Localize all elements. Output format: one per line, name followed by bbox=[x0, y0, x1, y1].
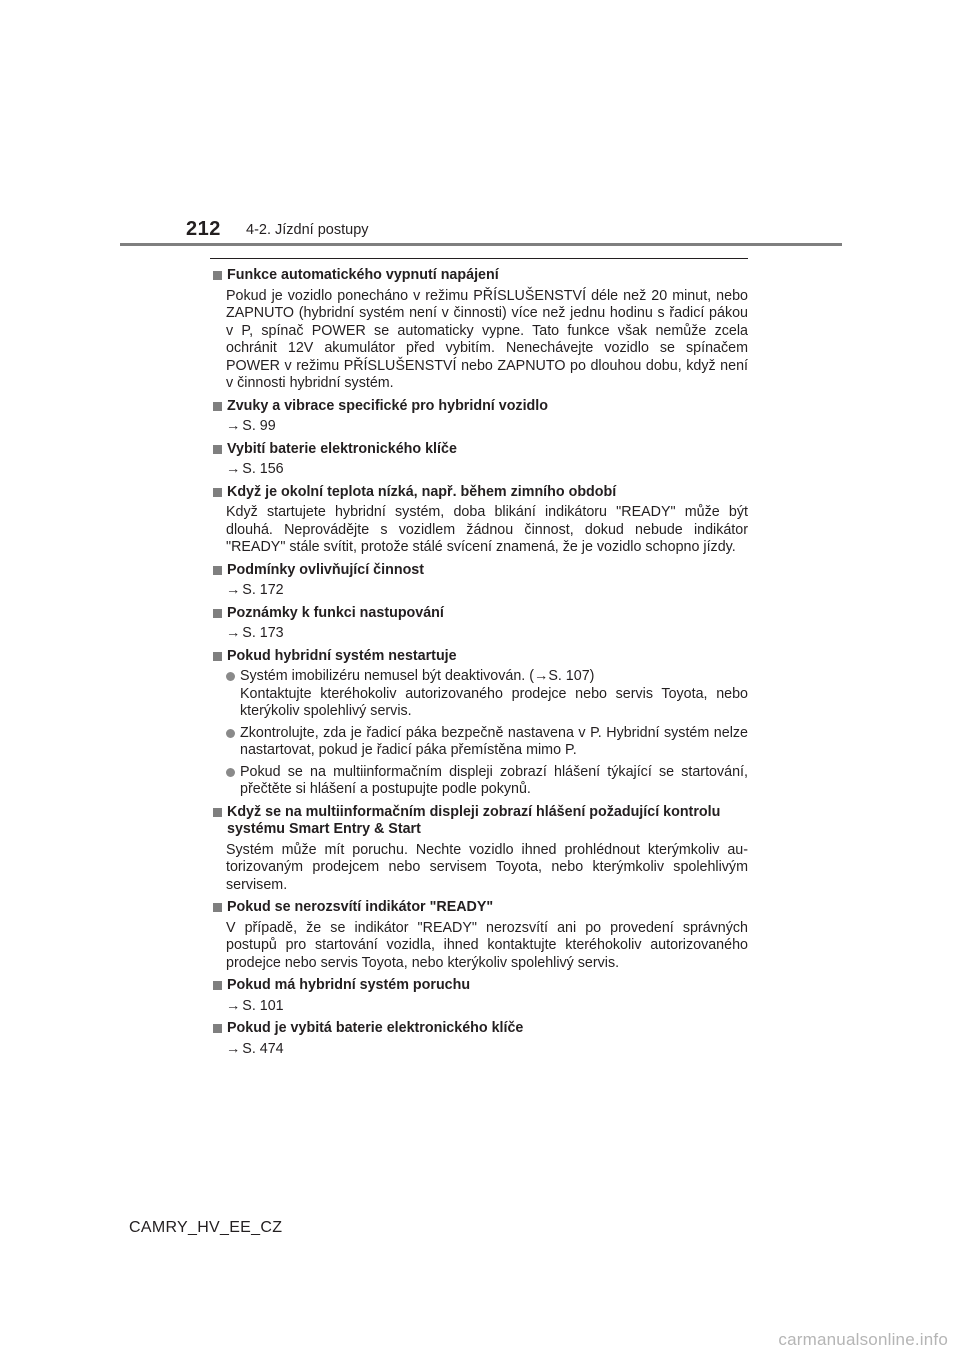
section-hybrid-not-starting bbox=[210, 648, 748, 799]
list-item: Pokud se na multiinformačním displeji zobrazí hlášení týkající se startování, přečtěte si hlášení a postupujte podle pokynů. bbox=[224, 764, 748, 799]
section-title: 4-2. Jízdní postupy bbox=[246, 222, 369, 238]
round-bullet-icon bbox=[226, 672, 235, 681]
section-heading: Pokud hybridní systém nestartuje bbox=[210, 648, 748, 666]
square-bullet-icon bbox=[213, 1024, 222, 1033]
section-key-battery bbox=[210, 441, 748, 479]
section-heading: Pokud je vybitá baterie elektronického klíče bbox=[210, 1020, 748, 1038]
section-body: Systém může mít poruchu. Nechte vozidlo ihned prohlédnout kterýmkoliv autorizovaným prodejcem nebo servisem Toyota, nebo kterýmkoliv spolehlivým servisem. bbox=[226, 841, 748, 893]
section-low-temperature bbox=[210, 484, 748, 557]
square-bullet-icon bbox=[213, 488, 222, 497]
arrow-icon: → bbox=[534, 668, 549, 684]
section-key-battery-discharged bbox=[210, 1020, 748, 1058]
section-heading: Pokud se nerozsvítí indikátor "READY" bbox=[210, 899, 748, 917]
section-heading: Když je okolní teplota nízká, např. během zimního období bbox=[210, 484, 748, 502]
arrow-icon: → bbox=[226, 461, 241, 477]
page-reference-link[interactable]: → S. 172 bbox=[226, 582, 284, 598]
section-heading: Funkce automatického vypnutí napájení bbox=[210, 267, 748, 285]
section-operating-conditions bbox=[210, 562, 748, 600]
section-heading: Zvuky a vibrace specifické pro hybridní vozidlo bbox=[210, 398, 748, 416]
section-body: Pokud je vozidlo ponecháno v režimu PŘÍSLUŠENSTVÍ déle než 20 minut, nebo ZAPNUTO (hybridní systém není v činnosti) více než jednu hodinu s řadicí pákou v P, spínač POWER se automaticky vypne. Tato funkce však nemůže zcela ochránit 12V akumulátor před vybitím. Nenechávejte vozidlo se spínačem POWER v režimu PŘÍSLUŠENSTVÍ nebo ZAPNUTO po dlouhou dobu, když není v činnosti hybridní systém. bbox=[226, 287, 748, 391]
watermark: carmanualsonline.info bbox=[778, 1330, 948, 1349]
page-reference-link[interactable]: → S. 474 bbox=[226, 1040, 284, 1057]
section-sounds-vibrations bbox=[210, 398, 748, 436]
square-bullet-icon bbox=[213, 402, 222, 411]
arrow-icon: → bbox=[226, 625, 241, 641]
arrow-icon: → bbox=[226, 997, 241, 1014]
section-heading: Pokud má hybridní systém poruchu bbox=[210, 977, 748, 995]
square-bullet-icon bbox=[213, 609, 222, 618]
section-hybrid-malfunction bbox=[210, 977, 748, 1015]
page-reference-link[interactable]: → S. 156 bbox=[226, 461, 284, 477]
arrow-icon: → bbox=[226, 418, 241, 434]
section-auto-power-off bbox=[210, 267, 748, 393]
page-number: 212 bbox=[186, 218, 221, 240]
content bbox=[210, 258, 748, 1063]
header-divider bbox=[120, 243, 842, 246]
square-bullet-icon bbox=[213, 981, 222, 990]
page-reference-link[interactable]: → S. 99 bbox=[226, 418, 276, 434]
square-bullet-icon bbox=[213, 652, 222, 661]
list-item: Systém imobilizéru nemusel být deaktivován. (→S. 107) Kontaktujte kteréhokoliv autorizovaného prodejce nebo servis Toyota, nebo kterýkoliv spolehlivý servis. bbox=[224, 668, 748, 721]
page-reference-link[interactable]: → S. 173 bbox=[226, 625, 284, 641]
section-heading: Když se na multiinformačním displeji zobrazí hlášení požadující kontrolu systému Smart Entry & Start bbox=[210, 804, 748, 839]
section-heading: Podmínky ovlivňující činnost bbox=[210, 562, 748, 580]
square-bullet-icon bbox=[213, 566, 222, 575]
arrow-icon: → bbox=[226, 1040, 241, 1057]
round-bullet-icon bbox=[226, 768, 235, 777]
section-entry-notes bbox=[210, 605, 748, 643]
square-bullet-icon bbox=[213, 445, 222, 454]
section-body: Když startujete hybridní systém, doba blikání indikátoru "READY" může být dlouhá. Neprovádějte s vozidlem žádnou činnost, dokud nebude indikátor "READY" stále svítit, protože stálé svícení znamená, že je vozidlo schopno jízdy. bbox=[226, 504, 748, 555]
page-reference-link[interactable]: → S. 101 bbox=[226, 997, 284, 1014]
section-ready-not-lit bbox=[210, 899, 748, 972]
arrow-icon: → bbox=[226, 582, 241, 598]
round-bullet-icon bbox=[226, 729, 235, 738]
page-reference-link[interactable]: →S. 107 bbox=[534, 668, 590, 684]
square-bullet-icon bbox=[213, 903, 222, 912]
list-item: Zkontrolujte, zda je řadicí páka bezpečně nastavena v P. Hybridní systém nelze nastartovat, pokud je řadicí páka přemístěna mimo P. bbox=[224, 725, 748, 760]
section-heading: Vybití baterie elektronického klíče bbox=[210, 441, 748, 459]
document-code: CAMRY_HV_EE_CZ bbox=[129, 1219, 283, 1236]
section-body: V případě, že se indikátor "READY" nerozsvítí ani po provedení správných postupů pro startování vozidla, ihned kontaktujte kteréhokoliv autorizovaného prodejce nebo servis Toyota, nebo kterýkoliv spolehlivý servis. bbox=[226, 919, 748, 971]
square-bullet-icon bbox=[213, 808, 222, 817]
section-heading: Poznámky k funkci nastupování bbox=[210, 605, 748, 623]
section-smart-entry-message bbox=[210, 804, 748, 895]
square-bullet-icon bbox=[213, 271, 222, 280]
